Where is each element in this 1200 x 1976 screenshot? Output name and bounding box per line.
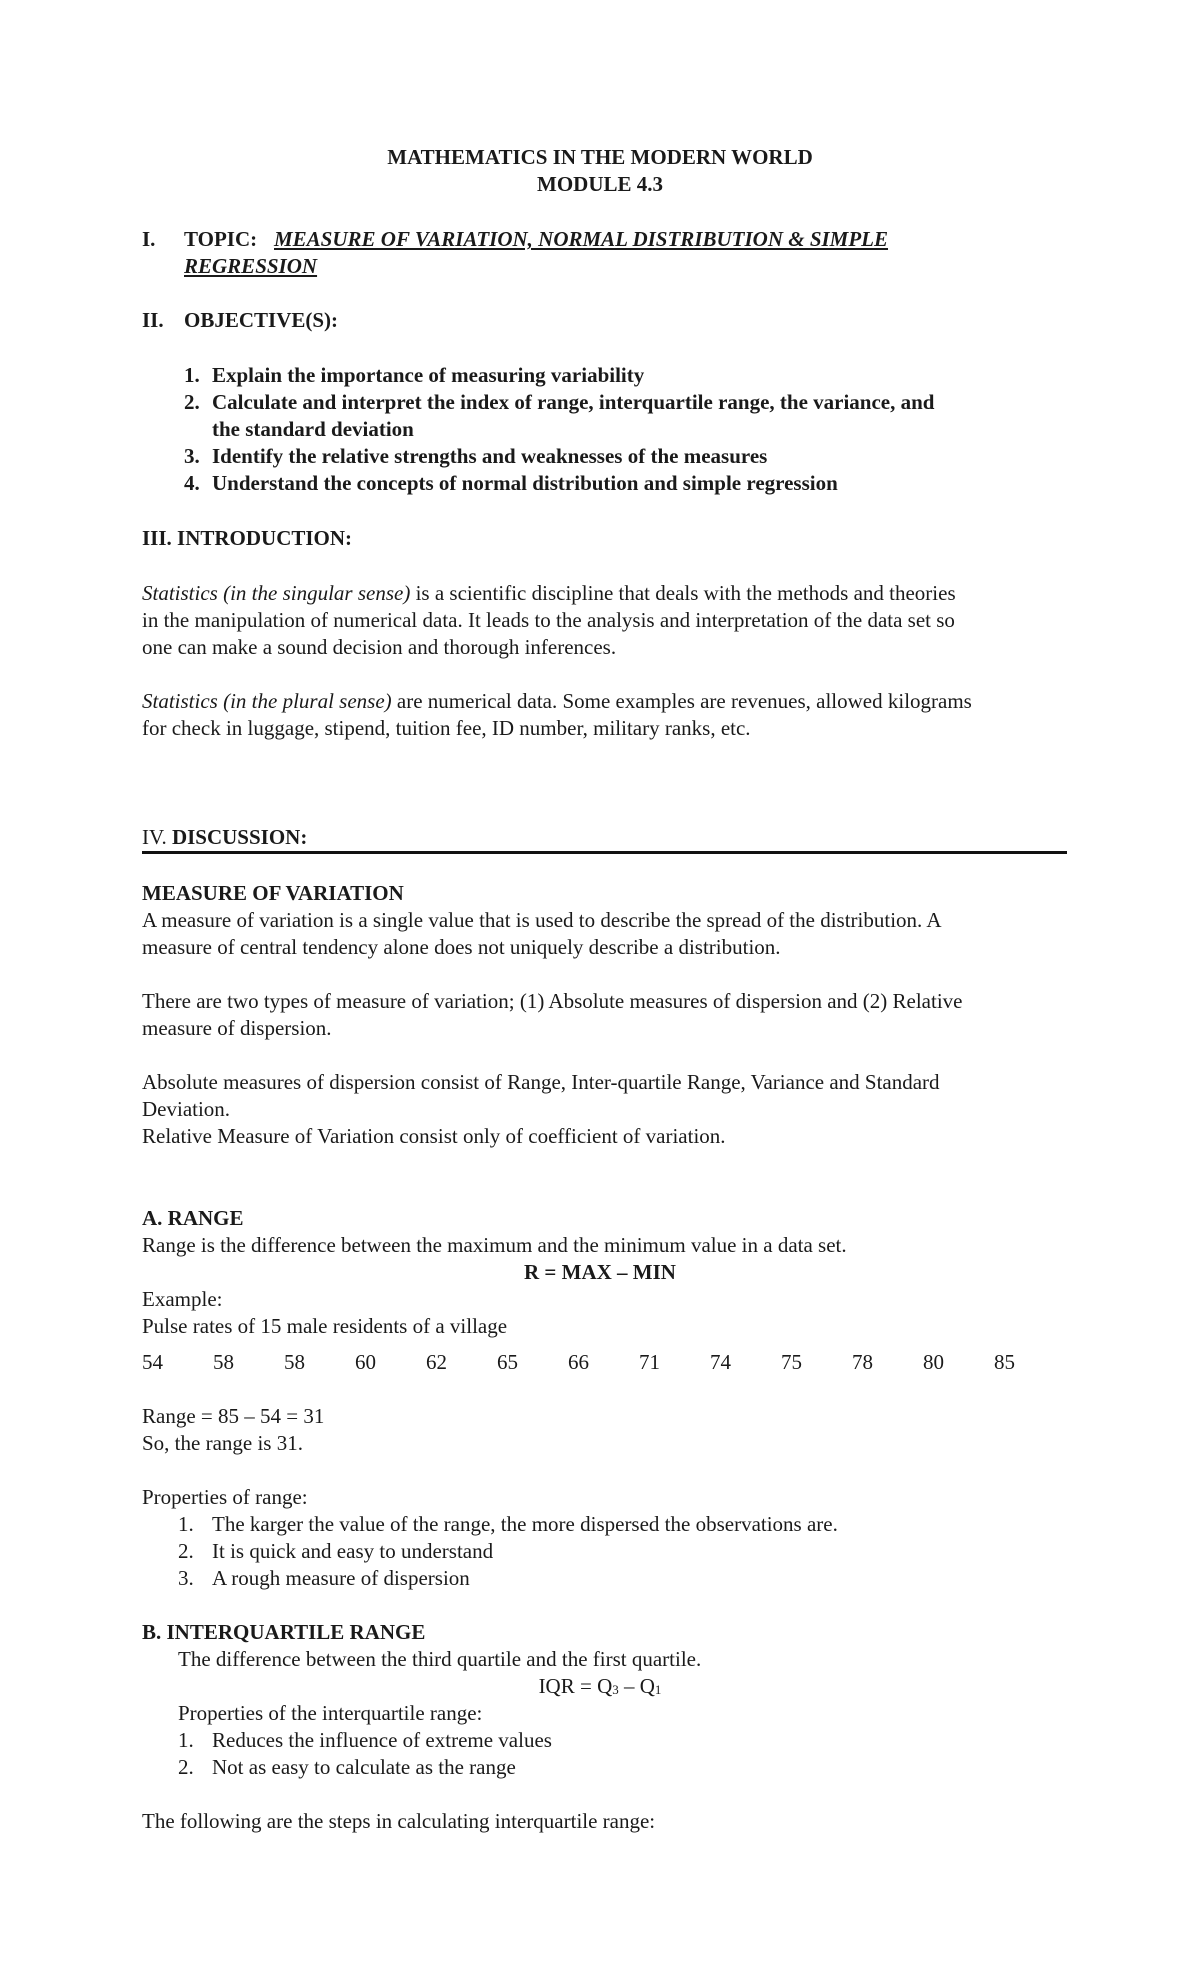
doc-module: MODULE 4.3 xyxy=(537,172,663,196)
pulse-value: 62 xyxy=(426,1350,447,1374)
iqr-heading: B. INTERQUARTILE RANGE xyxy=(142,1620,426,1644)
iqr-property-1-number: 1. xyxy=(178,1728,194,1752)
iqr-definition: The difference between the third quartile and the first quartile. xyxy=(178,1647,702,1671)
iqr-properties-heading: Properties of the interquartile range: xyxy=(178,1701,483,1725)
pulse-value: 74 xyxy=(710,1350,731,1374)
range-example-label: Example: xyxy=(142,1287,223,1311)
range-property-1-text: The karger the value of the range, the more dispersed the observations are. xyxy=(212,1512,838,1536)
objective-1-text: Explain the importance of measuring variability xyxy=(212,363,645,387)
range-heading: A. RANGE xyxy=(142,1206,244,1230)
range-formula: R = MAX – MIN xyxy=(524,1260,676,1284)
section-i-label: TOPIC: xyxy=(184,227,258,251)
doc-title: MATHEMATICS IN THE MODERN WORLD xyxy=(387,145,813,169)
topic-title-line1: MEASURE OF VARIATION, NORMAL DISTRIBUTION & SIMPLE xyxy=(274,227,889,251)
pulse-value: 65 xyxy=(497,1350,518,1374)
mov-para1-line2: measure of central tendency alone does not uniquely describe a distribution. xyxy=(142,935,781,959)
intro-para2-line2: for check in luggage, stipend, tuition fee, ID number, military ranks, etc. xyxy=(142,716,751,740)
iqr-steps-intro: The following are the steps in calculating interquartile range: xyxy=(142,1809,656,1833)
range-properties-heading: Properties of range: xyxy=(142,1485,308,1509)
section-divider xyxy=(142,851,1067,854)
mov-para2-line1: There are two types of measure of variation; (1) Absolute measures of dispersion and (2) Relative xyxy=(142,989,963,1013)
objective-2-number: 2. xyxy=(184,390,200,414)
objective-4-text: Understand the concepts of normal distribution and simple regression xyxy=(212,471,838,495)
section-ii-label: OBJECTIVE(S): xyxy=(184,308,339,332)
iqr-property-2-text: Not as easy to calculate as the range xyxy=(212,1755,516,1779)
pulse-value: 60 xyxy=(355,1350,376,1374)
range-result: So, the range is 31. xyxy=(142,1431,303,1455)
mov-para3-line1: Absolute measures of dispersion consist of Range, Inter-quartile Range, Variance and Standard xyxy=(142,1070,940,1094)
pulse-value: 58 xyxy=(213,1350,234,1374)
section-iv-heading: IV. DISCUSSION: xyxy=(142,825,308,849)
iqr-formula: IQR = Q3 – Q1 xyxy=(538,1674,662,1698)
range-property-2-text: It is quick and easy to understand xyxy=(212,1539,494,1563)
section-ii-number: II. xyxy=(142,308,164,332)
mov-para2-line2: measure of dispersion. xyxy=(142,1016,332,1040)
pulse-value: 80 xyxy=(923,1350,944,1374)
iqr-property-1-text: Reduces the influence of extreme values xyxy=(212,1728,552,1752)
measure-of-variation-heading: MEASURE OF VARIATION xyxy=(142,881,404,905)
pulse-value: 71 xyxy=(639,1350,660,1374)
pulse-value: 66 xyxy=(568,1350,589,1374)
pulse-value: 75 xyxy=(781,1350,802,1374)
pulse-value: 58 xyxy=(284,1350,305,1374)
intro-para2-line1: Statistics (in the plural sense) are numerical data. Some examples are revenues, allowed kilograms xyxy=(142,689,972,713)
objective-3-number: 3. xyxy=(184,444,200,468)
objective-1-number: 1. xyxy=(184,363,200,387)
mov-para3-line3: Relative Measure of Variation consist only of coefficient of variation. xyxy=(142,1124,726,1148)
intro-para1-line2: in the manipulation of numerical data. It leads to the analysis and interpretation of the data set so xyxy=(142,608,955,632)
pulse-value: 78 xyxy=(852,1350,873,1374)
topic-title-line2: REGRESSION xyxy=(184,254,318,278)
range-property-3-text: A rough measure of dispersion xyxy=(212,1566,470,1590)
objective-2-text: Calculate and interpret the index of range, interquartile range, the variance, and xyxy=(212,390,935,414)
range-property-3-number: 3. xyxy=(178,1566,194,1590)
intro-para1-line3: one can make a sound decision and thorough inferences. xyxy=(142,635,617,659)
section-i-number: I. xyxy=(142,227,156,251)
range-property-1-number: 1. xyxy=(178,1512,194,1536)
pulse-value: 54 xyxy=(142,1350,163,1374)
iqr-property-2-number: 2. xyxy=(178,1755,194,1779)
range-property-2-number: 2. xyxy=(178,1539,194,1563)
objective-2-text-cont: the standard deviation xyxy=(212,417,414,441)
pulse-value: 85 xyxy=(994,1350,1015,1374)
intro-para1-line1: Statistics (in the singular sense) is a scientific discipline that deals with the methods and theories xyxy=(142,581,956,605)
objective-4-number: 4. xyxy=(184,471,200,495)
objective-3-text: Identify the relative strengths and weaknesses of the measures xyxy=(212,444,768,468)
mov-para3-line2: Deviation. xyxy=(142,1097,231,1121)
range-definition: Range is the difference between the maximum and the minimum value in a data set. xyxy=(142,1233,847,1257)
range-computation: Range = 85 – 54 = 31 xyxy=(142,1404,325,1428)
mov-para1-line1: A measure of variation is a single value that is used to describe the spread of the distribution. A xyxy=(142,908,942,932)
range-example-caption: Pulse rates of 15 male residents of a village xyxy=(142,1314,508,1338)
section-iii-heading: III. INTRODUCTION: xyxy=(142,526,353,550)
